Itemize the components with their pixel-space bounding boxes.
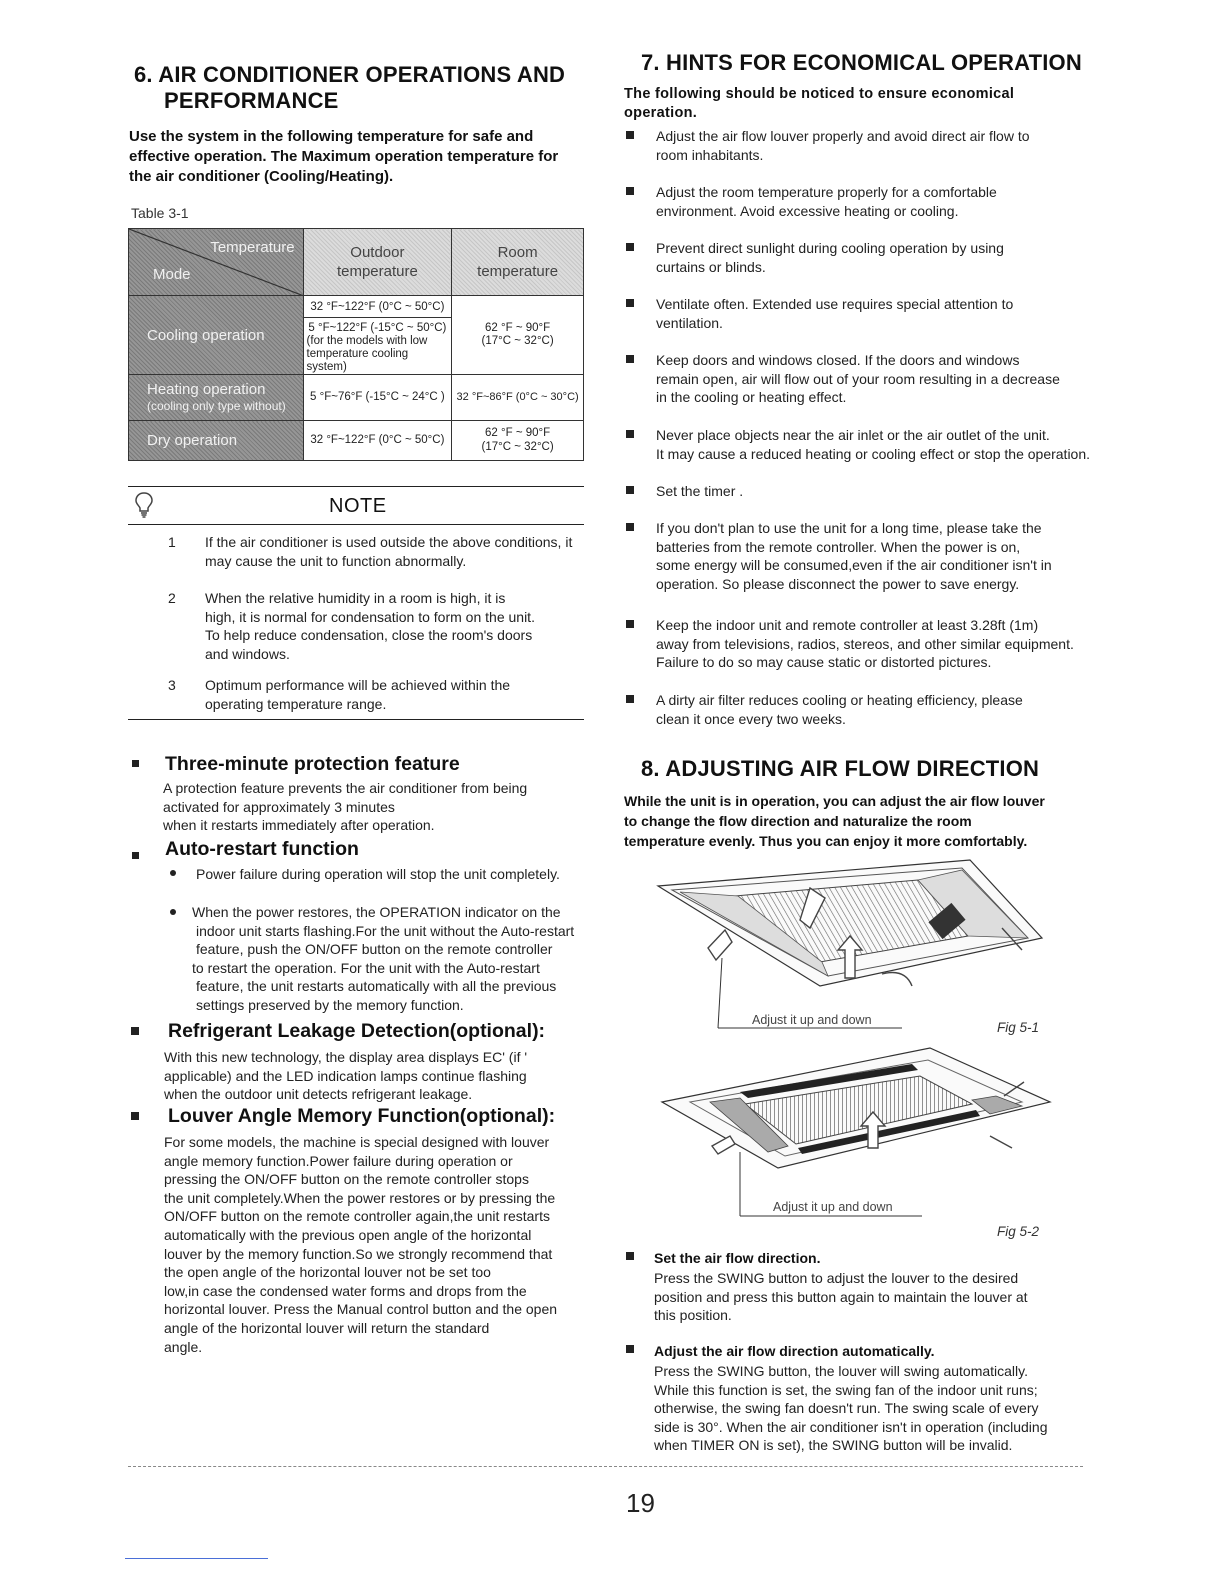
square-bullet-icon: [626, 486, 634, 494]
section7-intro: [624, 85, 1064, 122]
text-line: the unit completely.When the power restores or by pressing the: [164, 1189, 556, 1206]
text-line: indoor unit starts flashing.For the unit without the Auto-restart: [196, 922, 575, 939]
hint-line: in the cooling or heating effect.: [656, 389, 847, 406]
header-room: [452, 229, 584, 296]
hint-line: curtains or blinds.: [656, 258, 766, 275]
text-line: With this new technology, the display area displays EC' (if ': [164, 1049, 528, 1065]
hint-item: [656, 183, 1122, 220]
temperature-table: [128, 228, 584, 461]
square-bullet-icon: [626, 1345, 634, 1353]
text-line: this position.: [654, 1307, 732, 1324]
square-bullet-icon: [626, 430, 634, 438]
note-line: operating temperature range.: [205, 695, 387, 712]
hint-line: Adjust the air flow louver properly and avoid direct air flow to: [656, 128, 1030, 144]
square-bullet-icon: [132, 852, 139, 859]
section7-title: 7. HINTS FOR ECONOMICAL OPERATION: [641, 50, 1082, 75]
corner-top-label: Temperature: [210, 239, 295, 256]
auto-direction-title: Adjust the air flow direction automatically.: [654, 1343, 935, 1359]
section8-intro: [624, 791, 1080, 851]
hint-line: Ventilate often. Extended use requires special attention to: [656, 296, 1014, 312]
hint-line: Never place objects near the air inlet or the air outlet of the unit.: [656, 427, 1050, 443]
note-item-2-number: 2: [168, 590, 176, 606]
leak-detection-text: [164, 1048, 584, 1104]
row-heating-room: 32 °F~86°F (0°C ~ 30°C): [452, 375, 584, 421]
text-line: angle.: [164, 1338, 203, 1355]
text-line: While this function is set, the swing fan of the indoor unit runs;: [654, 1381, 1038, 1398]
hint-line: environment. Avoid excessive heating or cooling.: [656, 202, 959, 219]
fig2-label: Fig 5-2: [997, 1224, 1040, 1239]
text-line: Press the SWING button, the louver will swing automatically.: [654, 1363, 1029, 1379]
hint-line: remain open, air will flow out of your room resulting in a decrease: [656, 370, 1060, 387]
square-bullet-icon: [626, 355, 634, 363]
square-bullet-icon: [131, 1112, 139, 1120]
footer-blue-rule: [125, 1558, 268, 1559]
intro-line: to change the flow direction and naturalize the room: [624, 813, 972, 829]
heating-label-line1: Heating operation: [147, 380, 266, 398]
hint-line: ventilation.: [656, 314, 723, 331]
heating-label-line2: (cooling only type without): [147, 398, 286, 413]
text-line: when it restarts immediately after operation.: [163, 817, 435, 834]
hint-line: Keep the indoor unit and remote controller at least 3.28ft (1m): [656, 617, 1039, 633]
hint-line: Failure to do so may cause static or distorted pictures.: [656, 654, 992, 671]
text-line: angle memory function.Power failure during operation or: [164, 1152, 513, 1169]
note-item-2: [205, 589, 615, 663]
hint-item: [656, 519, 1122, 593]
section8-title: 8. ADJUSTING AIR FLOW DIRECTION: [641, 756, 1040, 781]
cooling-outdoor-range2: 5 °F~122°F (-15°C ~ 50°C): [308, 322, 447, 334]
intro-line: The following should be noticed to ensure economical: [624, 86, 1015, 102]
note-item-3: [205, 676, 607, 713]
header-outdoor: [303, 229, 452, 296]
hint-item: [656, 426, 1122, 463]
row-dry-label: Dry operation: [129, 421, 304, 461]
text-line: angle of the horizontal louver will return the standard: [164, 1319, 490, 1336]
cooling-room-range-f: 62 °F ~ 90°F: [485, 321, 551, 334]
text-line: When the power restores, the OPERATION indicator on the: [192, 904, 561, 920]
text-line: automatically with the previous open angle of the horizontal: [164, 1226, 532, 1243]
hint-line: operation. So please disconnect the power to save energy.: [656, 575, 1020, 592]
hint-item: [656, 482, 1122, 501]
hint-item: [656, 127, 1122, 164]
header-outdoor-line2: temperature: [336, 263, 418, 280]
text-line: ON/OFF button on the remote controller again,the unit restarts: [164, 1208, 550, 1225]
square-bullet-icon: [626, 1252, 634, 1260]
square-bullet-icon: [626, 523, 634, 531]
square-bullet-icon: [626, 187, 634, 195]
hint-line: clean it once every two weeks.: [656, 710, 846, 727]
auto-restart-title: Auto-restart function: [165, 838, 359, 860]
square-bullet-icon: [626, 243, 634, 251]
intro-line: operation.: [624, 104, 698, 121]
text-line: the open angle of the horizontal louver not be set too: [164, 1264, 491, 1281]
hint-line: Keep doors and windows closed. If the doors and windows: [656, 352, 1020, 368]
hint-item: [656, 351, 1122, 407]
hint-line: Adjust the room temperature properly for a comfortable: [656, 184, 997, 200]
cooling-room-range-c: (17°C ~ 32°C): [481, 335, 554, 347]
hint-line: If you don't plan to use the unit for a long time, please take the: [656, 520, 1042, 536]
hint-item: [656, 691, 1122, 728]
square-bullet-icon: [626, 620, 634, 628]
text-line: when the outdoor unit detects refrigerant leakage.: [164, 1086, 473, 1103]
note-line: and windows.: [205, 645, 290, 662]
text-line: when TIMER ON is set), the SWING button will be invalid.: [654, 1437, 1013, 1454]
row-cooling-room: [452, 296, 584, 375]
note-title-rule: [128, 524, 584, 525]
note-line: To help reduce condensation, close the room's doors: [205, 627, 533, 644]
three-minute-text: [163, 779, 583, 835]
header-outdoor-line1: Outdoor: [350, 244, 405, 261]
note-line: If the air conditioner is used outside the above conditions, it: [205, 534, 573, 550]
text-line: to restart the operation. For the unit with the Auto-restart: [192, 959, 540, 976]
note-line: When the relative humidity in a room is high, it is: [205, 590, 506, 606]
text-line: position and press this button again to maintain the louver at: [654, 1288, 1028, 1305]
hint-item: [656, 295, 1122, 332]
section6-title-line1: 6. AIR CONDITIONER OPERATIONS AND: [134, 62, 566, 87]
hint-line: room inhabitants.: [656, 146, 764, 163]
hint-item: [656, 616, 1122, 672]
text-line: low,in case the condensed water forms and drops from the: [164, 1282, 527, 1299]
square-bullet-icon: [626, 695, 634, 703]
auto-restart-bullet-1: Power failure during operation will stop the unit completely.: [196, 866, 560, 882]
text-line: A protection feature prevents the air conditioner from being: [163, 780, 528, 796]
hint-item: [656, 239, 1122, 276]
text-line: activated for approximately 3 minutes: [163, 798, 395, 815]
text-line: feature, the unit restarts automatically with all the previous: [196, 978, 557, 995]
leak-detection-title: Refrigerant Leakage Detection(optional):: [168, 1020, 546, 1042]
hint-line: some energy will be consumed,even if the air conditioner isn't in: [656, 557, 1052, 574]
auto-direction-text: [654, 1362, 1080, 1455]
note-item-3-number: 3: [168, 677, 176, 693]
row-heating-label: [129, 375, 304, 421]
text-line: pressing the ON/OFF button on the remote controller stops: [164, 1171, 529, 1188]
square-bullet-icon: [626, 131, 634, 139]
dry-room-range-c: (17°C ~ 32°C): [481, 440, 554, 453]
square-bullet-icon: [626, 299, 634, 307]
intro-line: effective operation. The Maximum operation temperature for: [129, 148, 559, 165]
section6-intro: [129, 127, 629, 187]
dot-bullet-icon: [170, 909, 176, 915]
hint-line: It may cause a reduced heating or cooling effect or stop the operation.: [656, 445, 1091, 462]
intro-line: Use the system in the following temperature for safe and: [129, 128, 534, 145]
text-line: otherwise, the swing fan doesn't run. The swing scale of every: [654, 1400, 1039, 1417]
set-direction-text: [654, 1269, 1080, 1325]
footer-dashed-rule: [128, 1466, 1083, 1467]
hint-line: Prevent direct sunlight during cooling operation by using: [656, 240, 1004, 256]
corner-bottom-label: Mode: [153, 266, 191, 283]
row-cooling-label: Cooling operation: [129, 296, 304, 375]
note-item-1-number: 1: [168, 534, 176, 550]
table-label: Table 3-1: [131, 205, 189, 221]
text-line: applicable) and the LED indication lamps continue flashing: [164, 1067, 527, 1084]
hint-line: Set the timer .: [656, 483, 744, 499]
text-line: For some models, the machine is special designed with louver: [164, 1134, 550, 1150]
header-room-line2: temperature: [477, 263, 559, 280]
note-line: Optimum performance will be achieved within the: [205, 677, 511, 693]
page-number: 19: [626, 1488, 655, 1518]
louver-memory-title: Louver Angle Memory Function(optional):: [168, 1105, 556, 1127]
fig1-caption: Adjust it up and down: [752, 1013, 872, 1027]
hint-line: away from televisions, radios, stereos, and other similar equipment.: [656, 635, 1074, 652]
cooling-outdoor-note2: temperature cooling system): [306, 348, 409, 373]
cooling-outdoor-note1: (for the models with low: [306, 335, 428, 347]
lightbulb-icon: [135, 492, 153, 518]
louver-memory-text: [164, 1133, 604, 1356]
text-line: louver by the memory function.So we strongly recommend that: [164, 1245, 553, 1262]
row-cooling-outdoor: [303, 296, 452, 375]
note-line: may cause the unit to function abnormally.: [205, 552, 467, 569]
row-dry-room: [452, 421, 584, 461]
dot-bullet-icon: [170, 870, 176, 876]
header-room-line1: Room: [497, 244, 538, 261]
fig1-label: Fig 5-1: [997, 1020, 1040, 1035]
note-top-rule: [128, 486, 584, 487]
text-line: settings preserved by the memory function.: [196, 996, 464, 1013]
intro-line: the air conditioner (Cooling/Heating).: [129, 168, 394, 185]
set-direction-title: Set the air flow direction.: [654, 1250, 821, 1266]
section6-title-line2: PERFORMANCE: [164, 88, 339, 113]
note-item-1: [205, 533, 607, 570]
row-dry-outdoor: 32 °F~122°F (0°C ~ 50°C): [303, 421, 452, 461]
cassette-unit-figure-1: [650, 858, 1060, 1038]
cooling-outdoor-range1: 32 °F~122°F (0°C ~ 50°C): [304, 296, 452, 318]
note-bottom-rule: [128, 719, 584, 720]
text-line: feature, push the ON/OFF button on the remote controller: [196, 941, 553, 958]
square-bullet-icon: [132, 760, 139, 767]
note-title: NOTE: [329, 495, 387, 517]
auto-restart-bullet-2: [192, 903, 612, 1015]
intro-line: temperature evenly. Thus you can enjoy it more comfortably.: [624, 833, 1028, 849]
three-minute-title: Three-minute protection feature: [165, 753, 460, 775]
text-line: horizontal louver. Press the Manual control button and the open: [164, 1301, 558, 1318]
note-line: high, it is normal for condensation to form on the unit.: [205, 608, 535, 625]
table-corner-cell: [129, 229, 304, 296]
fig2-caption: Adjust it up and down: [773, 1200, 893, 1214]
hint-line: A dirty air filter reduces cooling or heating efficiency, please: [656, 692, 1023, 708]
intro-line: While the unit is in operation, you can adjust the air flow louver: [624, 793, 1045, 809]
square-bullet-icon: [131, 1027, 139, 1035]
text-line: Press the SWING button to adjust the louver to the desired: [654, 1270, 1019, 1286]
row-heating-outdoor: 5 °F~76°F (-15°C ~ 24°C ): [303, 375, 452, 421]
text-line: side is 30°. When the air conditioner isn't in operation (including: [654, 1418, 1048, 1435]
hint-line: batteries from the remote controller. When the power is on,: [656, 538, 1021, 555]
cassette-unit-figure-2: [650, 1040, 1060, 1220]
dry-room-range-f: 62 °F ~ 90°F: [485, 427, 551, 439]
